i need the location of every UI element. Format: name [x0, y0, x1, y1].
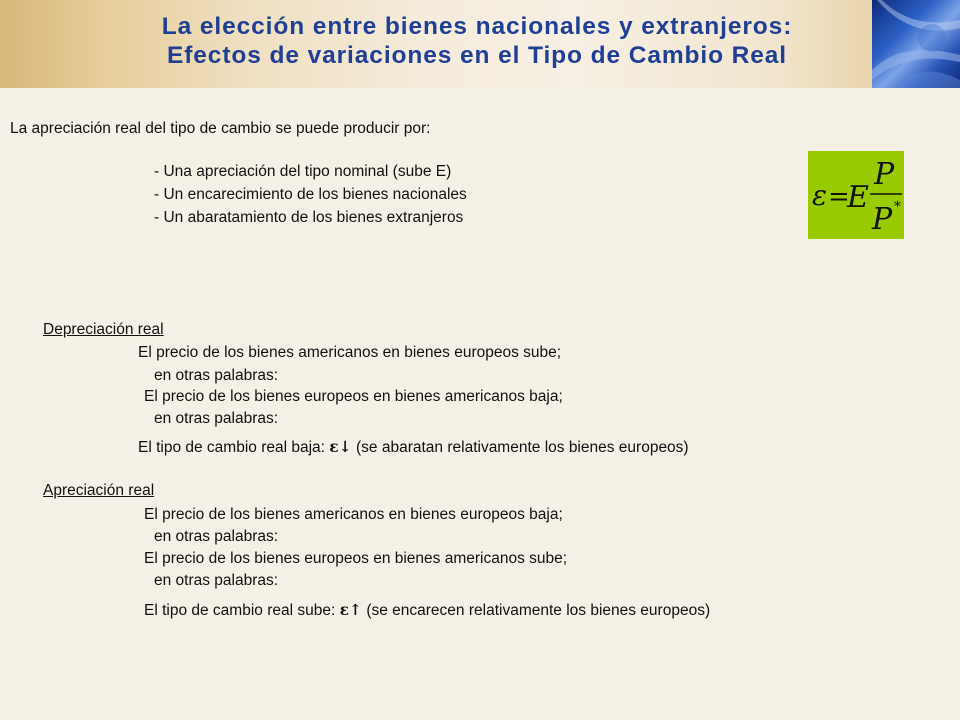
depreciation-conclusion [138, 437, 689, 459]
appreciation-conclusion-suffix: (se encarecen relativamente los bienes europeos) [362, 602, 711, 619]
formula-equals: = [828, 182, 850, 212]
corner-logo-image [872, 0, 960, 88]
appreciation-heading: Apreciación real [43, 482, 155, 499]
appreciation-line-1: El precio de los bienes americanos en bienes europeos baja; [144, 506, 563, 523]
depreciation-line-2: en otras palabras: [154, 367, 279, 384]
decorative-swirl-icon [872, 0, 960, 88]
formula-denominator: P [872, 202, 893, 237]
depreciation-line-1: El precio de los bienes americanos en bienes europeos sube; [138, 344, 562, 361]
real-exchange-rate-formula [808, 151, 904, 239]
intro-item-1: - Una apreciación del tipo nominal (sube E) [154, 163, 452, 180]
appreciation-conclusion [144, 600, 710, 622]
formula-nominal-rate: E [847, 180, 869, 215]
title-line-1: La elección entre bienes nacionales y extranjeros: [161, 13, 793, 40]
depreciation-conclusion-prefix: El tipo de cambio real baja: [138, 439, 330, 456]
depreciation-conclusion-suffix: (se abaratan relativamente los bienes europeos) [351, 439, 689, 456]
formula-graphic [808, 151, 904, 239]
formula-numerator: P [874, 157, 895, 192]
appreciation-line-3: El precio de los bienes europeos en bienes americanos sube; [144, 550, 568, 567]
appreciation-conclusion-prefix: El tipo de cambio real sube: [144, 602, 340, 619]
intro-lead: La apreciación real del tipo de cambio se puede producir por: [10, 120, 431, 137]
intro-item-3: - Un abaratamiento de los bienes extranjeros [154, 209, 464, 226]
epsilon-up-symbol: ε↑ [339, 600, 363, 619]
depreciation-heading: Depreciación real [43, 321, 164, 338]
depreciation-line-4: en otras palabras: [154, 410, 279, 427]
slide-title [92, 12, 862, 70]
appreciation-line-4: en otras palabras: [154, 572, 279, 589]
formula-star: * [894, 199, 901, 215]
formula-epsilon: ε [812, 179, 828, 212]
intro-item-2: - Un encarecimiento de los bienes nacionales [154, 186, 467, 203]
appreciation-line-2: en otras palabras: [154, 528, 279, 545]
title-line-2: Efectos de variaciones en el Tipo de Cambio Real [166, 42, 788, 69]
epsilon-down-symbol: ε↓ [329, 437, 352, 456]
depreciation-line-3: El precio de los bienes europeos en bienes americanos baja; [144, 388, 563, 405]
